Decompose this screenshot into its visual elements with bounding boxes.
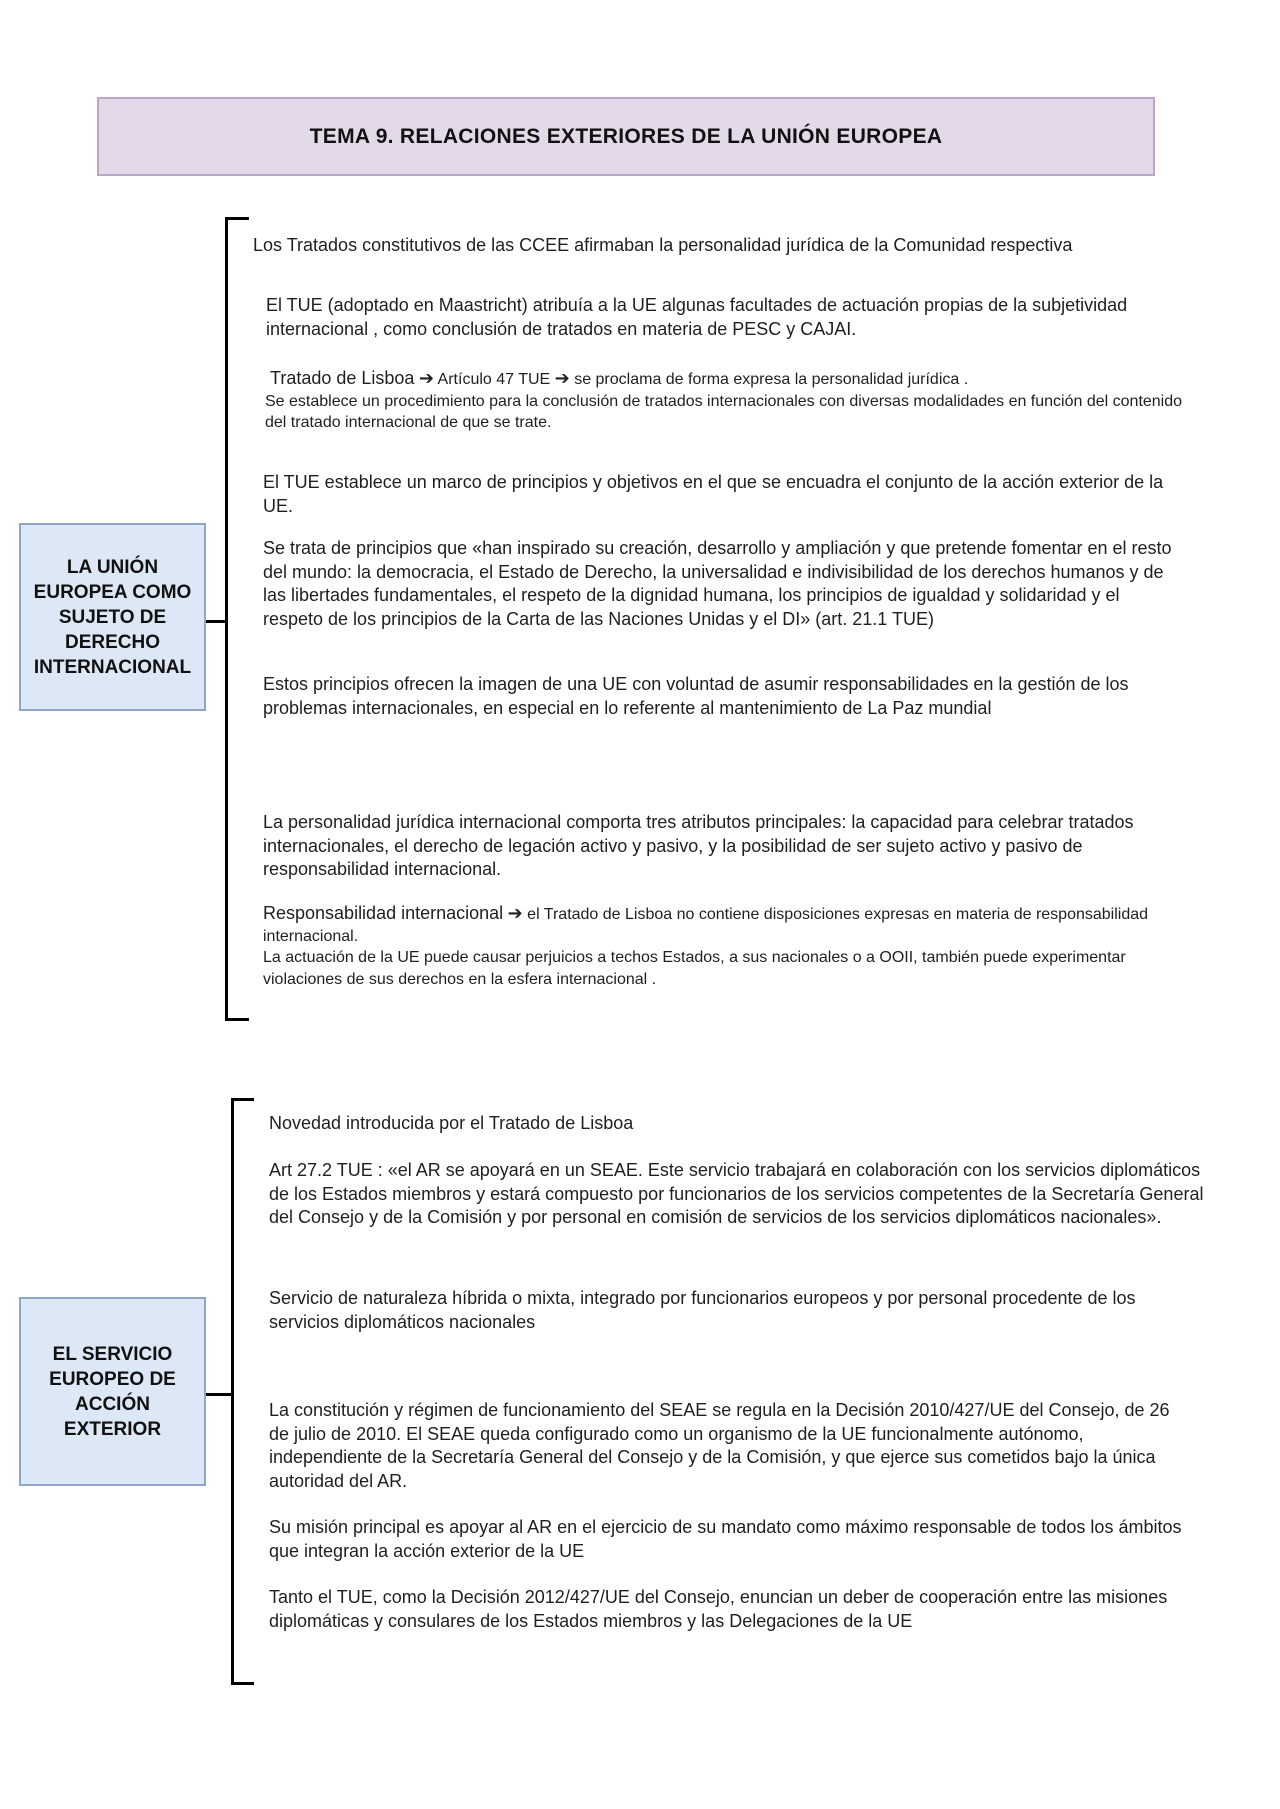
s1-responsabilidad-label: Responsabilidad internacional bbox=[263, 903, 504, 923]
s2-paragraph-6: Tanto el TUE, como la Decisión 2012/427/UE del Consejo, enuncian un deber de cooperación entre las misiones diplomáticas y consulares de los Estados miembros y las Delegaciones de la UE bbox=[269, 1587, 1168, 1631]
section2-bracket-top bbox=[231, 1098, 254, 1101]
s1-paragraph-8 bbox=[263, 903, 1183, 990]
s1-lisboa-label: Tratado de Lisboa bbox=[270, 368, 415, 388]
section2-label: EL SERVICIO EUROPEO DE ACCIÓN EXTERIOR bbox=[49, 1343, 176, 1440]
s1-articulo-label: Artículo 47 TUE bbox=[437, 371, 551, 388]
arrow-icon: ➔ bbox=[554, 368, 570, 388]
section2-label-box bbox=[19, 1297, 206, 1486]
s1-actuacion-text: La actuación de la UE puede causar perjuicios a techos Estados, a sus nacionales o a OOII, también puede experimentar violaciones de sus derechos en la esfera internacional . bbox=[263, 949, 1126, 988]
s1-paragraph-2: El TUE (adoptado en Maastricht) atribuía a la UE algunas facultades de actuación propias de la subjetividad internacional , como conclusión de tratados en materia de PESC y CAJAI. bbox=[266, 295, 1128, 339]
section1-connector bbox=[206, 620, 227, 623]
section2-bracket bbox=[231, 1098, 234, 1685]
section1-bracket-top bbox=[225, 217, 249, 220]
section2-bracket-bottom bbox=[231, 1682, 254, 1685]
page-title: TEMA 9. RELACIONES EXTERIORES DE LA UNIÓN EUROPEA bbox=[309, 124, 943, 148]
s1-paragraph-7: La personalidad jurídica internacional comporta tres atributos principales: la capacidad para celebrar tratados internacionales, el derecho de legación activo y pasivo, y la posibilidad de ser sujeto activo y pasivo de responsabilidad internacional. bbox=[263, 812, 1134, 879]
s1-paragraph-4: El TUE establece un marco de principios y objetivos en el que se encuadra el conjunto de la acción exterior de la UE. bbox=[263, 472, 1164, 516]
s1-paragraph-3 bbox=[265, 368, 1185, 434]
s2-paragraph-5: Su misión principal es apoyar al AR en el ejercicio de su mandato como máximo responsable de todos los ámbitos que integran la acción exterior de la UE bbox=[269, 1517, 1182, 1561]
section1-label: LA UNIÓN EUROPEA COMO SUJETO DE DERECHO INTERNACIONAL bbox=[33, 556, 192, 678]
arrow-icon: ➔ bbox=[507, 903, 523, 923]
s1-paragraph-8-lines bbox=[263, 903, 1183, 947]
section1-bracket bbox=[225, 217, 228, 1021]
section2-connector bbox=[206, 1393, 233, 1396]
title-box bbox=[97, 97, 1155, 176]
s2-paragraph-4: La constitución y régimen de funcionamiento del SEAE se regula en la Decisión 2010/427/UE del Consejo, de 26 de julio de 2010. El SEAE queda configurado como un organismo de la UE funcionalmente autónomo, independiente de la Secretaría General del Consejo y de la Comisión, y que ejerce sus cometidos bajo la única autoridad del AR. bbox=[269, 1400, 1170, 1491]
s2-paragraph-2: Art 27.2 TUE : «el AR se apoyará en un SEAE. Este servicio trabajará en colaboración con los servicios diplomáticos de los Estados miembros y estará compuesto por funcionarios de los servicios competentes de la Secretaría General del Consejo y de la Comisión y por personal en comisión de servicios de los servicios diplomáticos nacionales». bbox=[269, 1160, 1204, 1227]
s2-paragraph-1: Novedad introducida por el Tratado de Lisboa bbox=[269, 1113, 634, 1133]
s1-paragraph-6: Estos principios ofrecen la imagen de una UE con voluntad de asumir responsabilidades en la gestión de los problemas internacionales, en especial en lo referente al mantenimiento de La Paz mundial bbox=[263, 674, 1129, 718]
s1-paragraph-1: Los Tratados constitutivos de las CCEE afirmaban la personalidad jurídica de la Comunidad respectiva bbox=[253, 235, 1073, 255]
s1-responsabilidad-text: el Tratado de Lisboa no contiene disposiciones expresas en materia de responsabilidad internacional. bbox=[263, 906, 1149, 945]
s1-paragraph-3-line bbox=[265, 368, 1185, 391]
section1-bracket-bottom bbox=[225, 1018, 249, 1021]
section1-label-box bbox=[19, 523, 206, 711]
s2-paragraph-3: Servicio de naturaleza híbrida o mixta, integrado por funcionarios europeos y por personal procedente de los servicios diplomáticos nacionales bbox=[269, 1288, 1136, 1332]
s1-procedimiento-text: Se establece un procedimiento para la conclusión de tratados internacionales con diversas modalidades en función del contenido del tratado internacional de que se trate. bbox=[265, 392, 1183, 431]
arrow-icon: ➔ bbox=[418, 368, 434, 388]
s1-paragraph-5: Se trata de principios que «han inspirado su creación, desarrollo y ampliación y que pretende fomentar en el resto del mundo: la democracia, el Estado de Derecho, la universalidad e indivisibilidad de los derechos humanos y de las libertades fundamentales, el respeto de la dignidad humana, los principios de igualdad y solidaridad y el respeto de los principios de la Carta de las Naciones Unidas y el DI» (art. 21.1 TUE) bbox=[263, 538, 1172, 629]
s1-proclama-text: se proclama de forma expresa la personalidad jurídica . bbox=[574, 371, 969, 388]
